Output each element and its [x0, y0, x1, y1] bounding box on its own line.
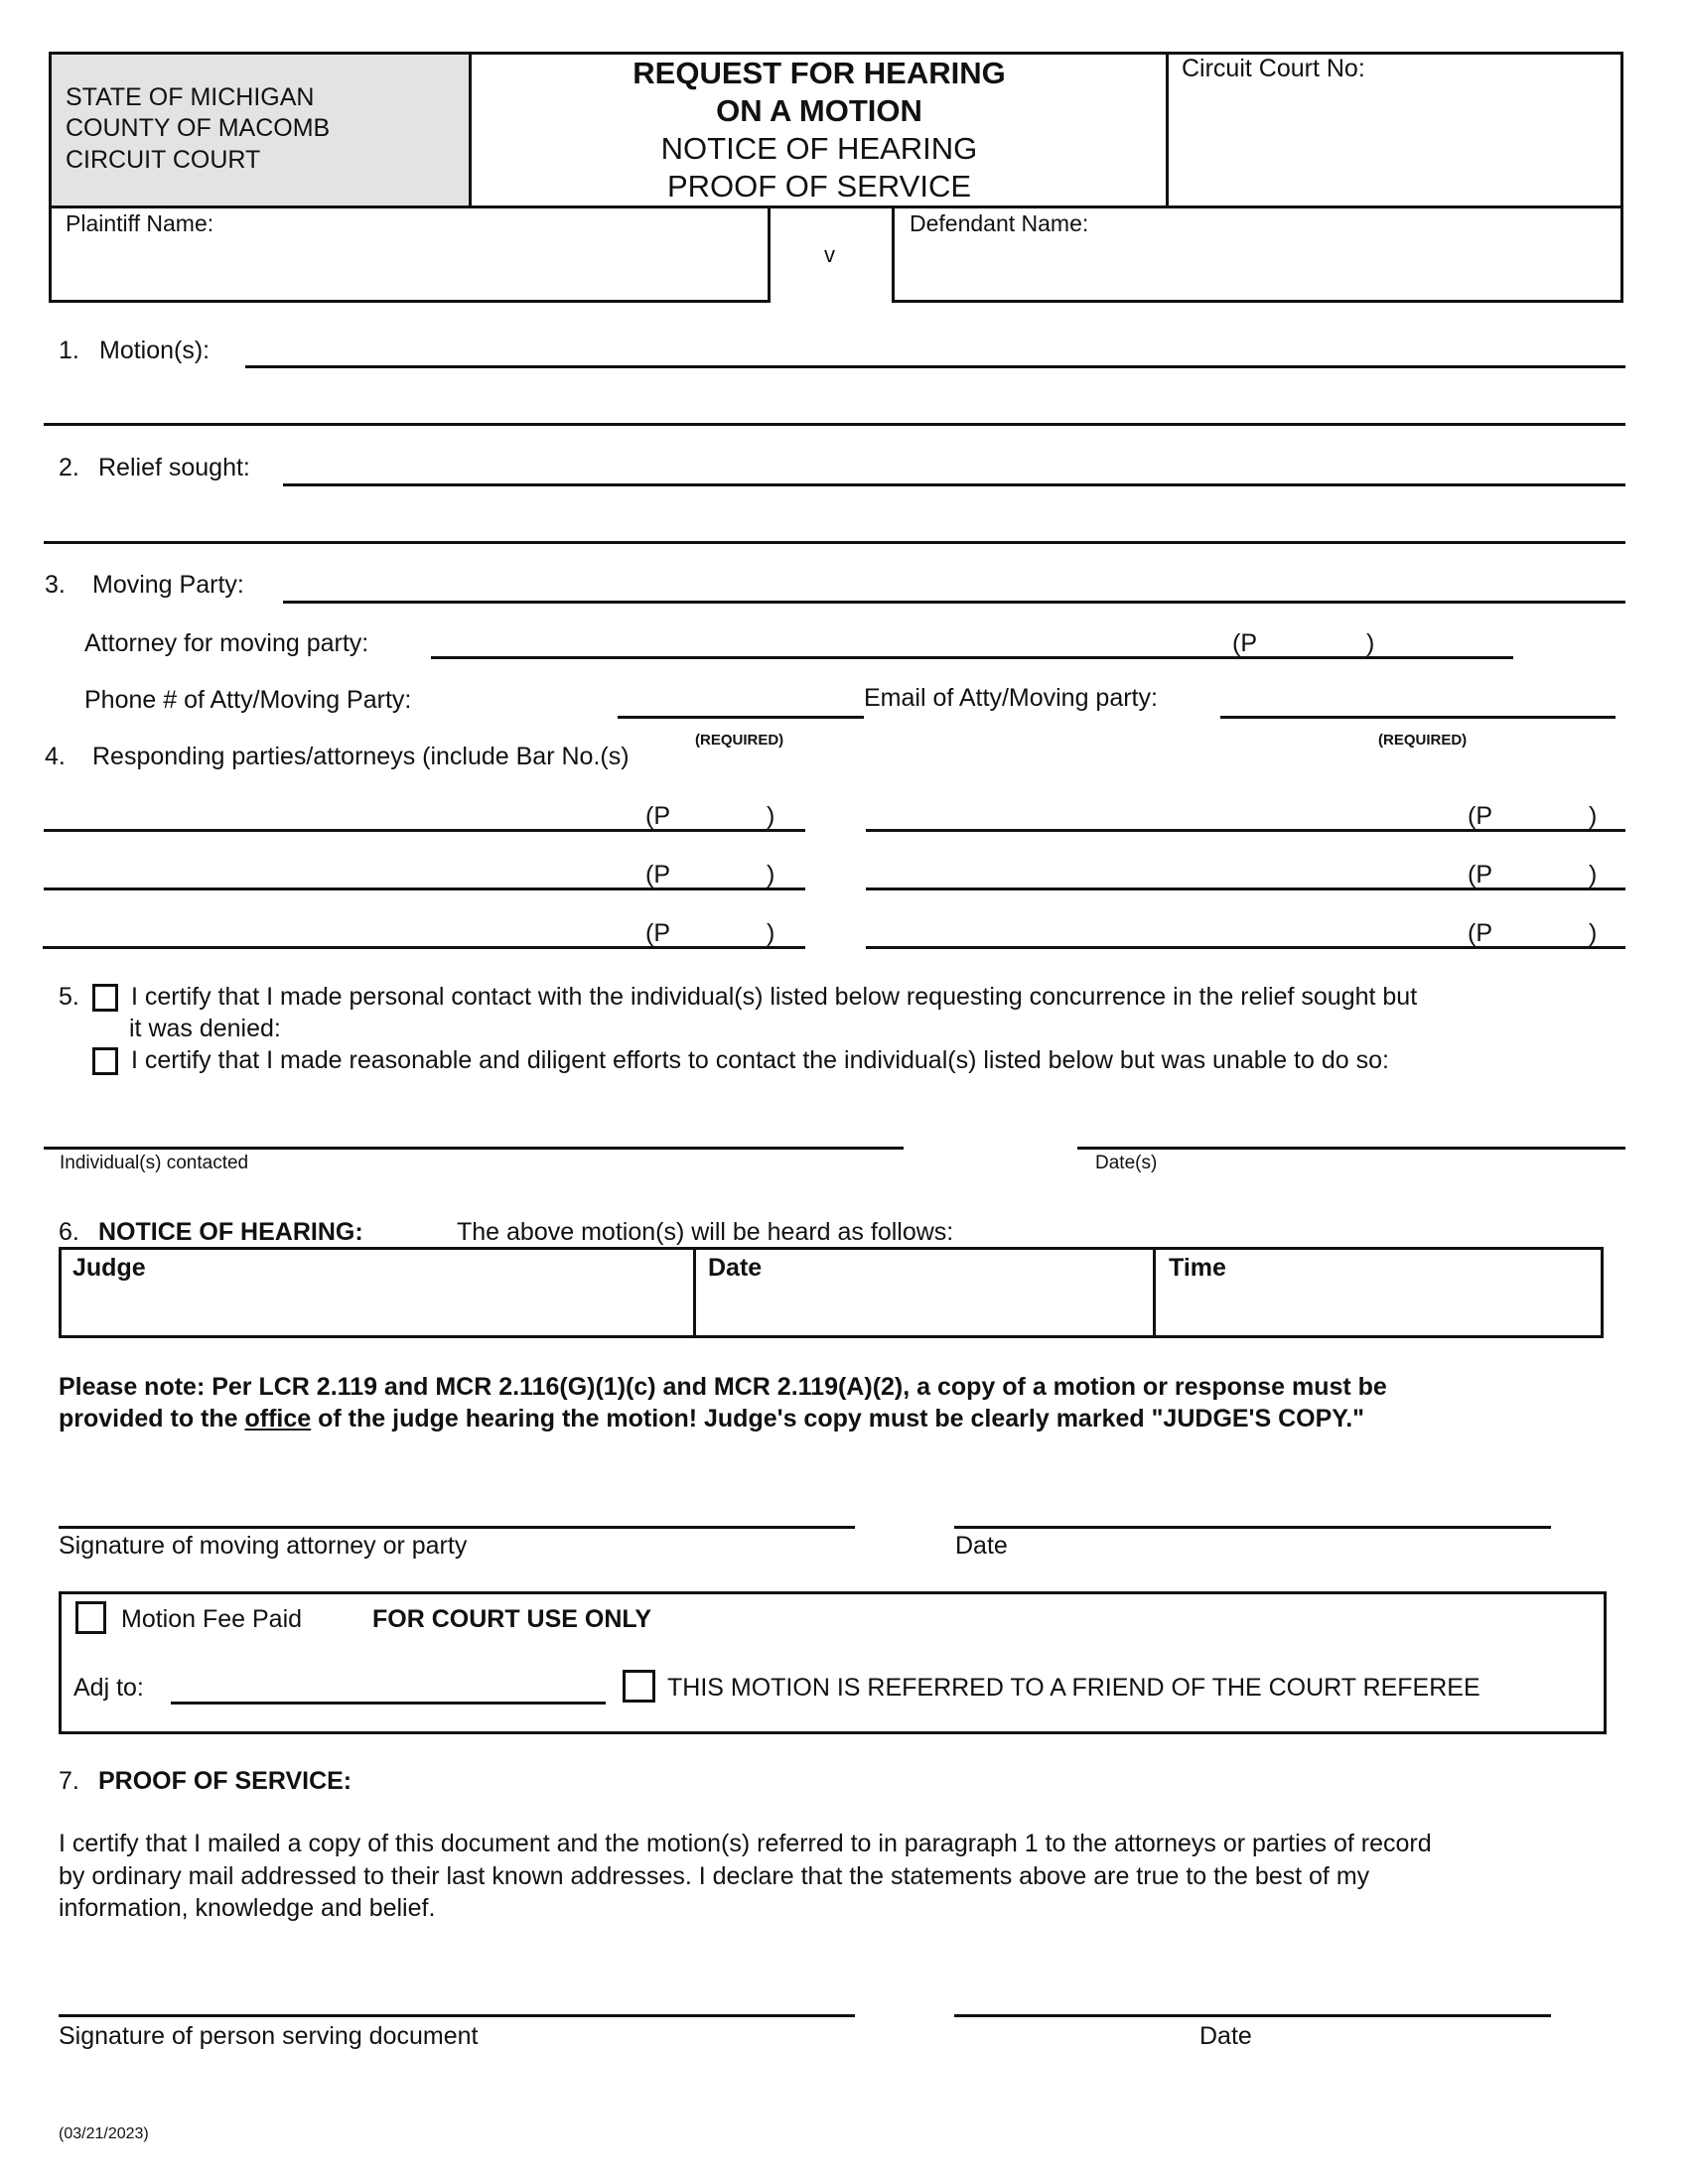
- proof-of-service-title: PROOF OF SERVICE:: [98, 1767, 352, 1795]
- proof-paragraph-line-2: by ordinary mail addressed to their last known addresses. I declare that the statements above are true to the best of my: [59, 1862, 1370, 1890]
- notice-subtitle: The above motion(s) will be heard as follows:: [457, 1218, 954, 1246]
- diligent-efforts-text: I certify that I made reasonable and diligent efforts to contact the individual(s) listed below but was unable to do so:: [131, 1046, 1389, 1074]
- phone-line[interactable]: [618, 716, 864, 719]
- motion-fee-paid-label: Motion Fee Paid: [121, 1605, 303, 1633]
- server-signature-label: Signature of person serving document: [59, 2022, 479, 2050]
- court-line-county: COUNTY OF MACOMB: [66, 114, 331, 142]
- attorney-bar-prefix: (P: [1232, 629, 1257, 657]
- email-required-note: (REQUIRED): [1378, 732, 1468, 749]
- personal-contact-text: I certify that I made personal contact with the individual(s) listed below requesting concurrence in the relief sought but: [131, 983, 1418, 1011]
- phone-required-note: (REQUIRED): [695, 732, 784, 749]
- email-line[interactable]: [1220, 716, 1616, 719]
- responding-line-left[interactable]: [43, 946, 805, 949]
- court-line-court: CIRCUIT COURT: [66, 146, 261, 174]
- moving-date-line[interactable]: [954, 1526, 1551, 1529]
- phone-label: Phone # of Atty/Moving Party:: [84, 686, 412, 714]
- moving-party-label: Moving Party:: [92, 571, 244, 599]
- title-line-4: PROOF OF SERVICE: [666, 169, 972, 204]
- section-5-number: 5.: [59, 983, 79, 1011]
- judge-column-header: Judge: [72, 1254, 146, 1282]
- bar-prefix: (P: [645, 802, 670, 830]
- note-office-underlined: office: [244, 1405, 312, 1433]
- table-divider: [1153, 1247, 1156, 1338]
- defendant-input[interactable]: [910, 248, 1605, 288]
- dates-line[interactable]: [1077, 1147, 1625, 1150]
- note-text: of the judge hearing the motion! Judge's copy must be clearly marked "JUDGE'S COPY.": [311, 1405, 1365, 1433]
- hearing-time-input[interactable]: [1169, 1291, 1591, 1324]
- bar-prefix: (P: [1468, 919, 1492, 947]
- moving-signature-label: Signature of moving attorney or party: [59, 1532, 468, 1560]
- server-date-label: Date: [1199, 2022, 1252, 2050]
- responding-line-right[interactable]: [866, 946, 1625, 949]
- proof-paragraph-line-3: information, knowledge and belief.: [59, 1894, 436, 1922]
- server-date-line[interactable]: [954, 2014, 1551, 2017]
- title-line-1: REQUEST FOR HEARING: [633, 56, 1006, 90]
- bar-prefix: (P: [1468, 861, 1492, 888]
- responding-line-left[interactable]: [44, 829, 805, 832]
- relief-label: Relief sought:: [98, 454, 250, 481]
- date-column-header: Date: [708, 1254, 763, 1282]
- revision-date: (03/21/2023): [59, 2125, 149, 2142]
- section-2-number: 2.: [59, 454, 79, 481]
- defendant-label: Defendant Name:: [910, 210, 1089, 236]
- bar-suffix: ): [767, 802, 775, 830]
- hearing-date-input[interactable]: [708, 1291, 1143, 1324]
- section-4-number: 4.: [45, 743, 66, 770]
- section-6-number: 6.: [59, 1218, 79, 1246]
- adj-to-label: Adj to:: [73, 1674, 144, 1702]
- adj-to-line[interactable]: [171, 1702, 606, 1705]
- plaintiff-label: Plaintiff Name:: [66, 210, 214, 236]
- table-divider: [693, 1247, 696, 1338]
- moving-party-line[interactable]: [283, 601, 1625, 604]
- personal-contact-text-cont: it was denied:: [129, 1015, 281, 1042]
- title-line-3: NOTICE OF HEARING: [660, 131, 978, 166]
- referee-label: THIS MOTION IS REFERRED TO A FRIEND OF THE COURT REFEREE: [667, 1674, 1480, 1702]
- please-note-line-1: Please note: Per LCR 2.119 and MCR 2.116(G)(1)(c) and MCR 2.119(A)(2), a copy of a motion or response must be: [59, 1373, 1387, 1401]
- bar-suffix: ): [767, 919, 775, 947]
- court-use-title: FOR COURT USE ONLY: [372, 1605, 652, 1633]
- relief-line[interactable]: [283, 483, 1625, 486]
- bar-suffix: ): [1589, 802, 1598, 830]
- bar-suffix: ): [767, 861, 775, 888]
- section-3-number: 3.: [45, 571, 66, 599]
- court-line-state: STATE OF MICHIGAN: [66, 83, 315, 111]
- server-signature-line[interactable]: [59, 2014, 855, 2017]
- bar-prefix: (P: [645, 861, 670, 888]
- bar-suffix: ): [1589, 919, 1598, 947]
- section-1-number: 1.: [59, 337, 79, 364]
- individuals-label: Individual(s) contacted: [60, 1153, 249, 1173]
- motions-label: Motion(s):: [99, 337, 211, 364]
- moving-signature-line[interactable]: [59, 1526, 855, 1529]
- bar-suffix: ): [1589, 861, 1598, 888]
- referee-checkbox[interactable]: [623, 1670, 655, 1703]
- moving-date-label: Date: [955, 1532, 1008, 1560]
- judge-input[interactable]: [72, 1291, 683, 1324]
- diligent-efforts-checkbox[interactable]: [92, 1047, 118, 1075]
- email-label: Email of Atty/Moving party:: [864, 684, 1158, 712]
- responding-line-right[interactable]: [866, 887, 1625, 890]
- personal-contact-checkbox[interactable]: [92, 984, 118, 1012]
- case-no-input[interactable]: [1182, 99, 1609, 129]
- case-no-label: Circuit Court No:: [1182, 55, 1365, 82]
- notice-of-hearing-title: NOTICE OF HEARING:: [98, 1218, 363, 1246]
- time-column-header: Time: [1169, 1254, 1226, 1282]
- attorney-label: Attorney for moving party:: [84, 629, 369, 657]
- bar-prefix: (P: [1468, 802, 1492, 830]
- relief-line-2[interactable]: [44, 541, 1625, 544]
- section-7-number: 7.: [59, 1767, 79, 1795]
- please-note-line-2: [59, 1404, 1364, 1433]
- proof-paragraph-line-1: I certify that I mailed a copy of this document and the motion(s) referred to in paragraph 1 to the attorneys or parties of record: [59, 1830, 1432, 1857]
- bar-prefix: (P: [645, 919, 670, 947]
- plaintiff-input[interactable]: [66, 248, 751, 288]
- versus: v: [824, 242, 835, 267]
- attorney-bar-suffix: ): [1366, 629, 1375, 657]
- motions-line-2[interactable]: [44, 423, 1625, 426]
- attorney-line[interactable]: [431, 656, 1513, 659]
- responding-line-left[interactable]: [44, 887, 805, 890]
- form-title: [472, 52, 1167, 205]
- motions-line[interactable]: [245, 365, 1625, 368]
- responding-parties-label: Responding parties/attorneys (include Bar No.(s): [92, 743, 630, 770]
- responding-line-right[interactable]: [866, 829, 1625, 832]
- motion-fee-paid-checkbox[interactable]: [75, 1601, 106, 1634]
- dates-label: Date(s): [1095, 1153, 1158, 1173]
- note-text: provided to the: [59, 1405, 245, 1433]
- title-line-2: ON A MOTION: [716, 93, 922, 128]
